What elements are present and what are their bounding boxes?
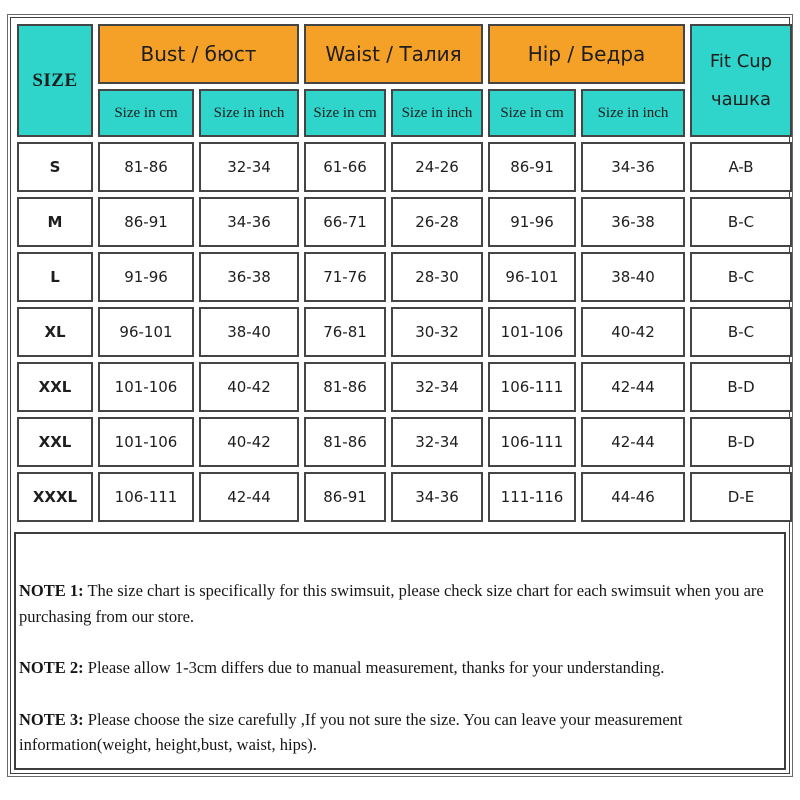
bust-cm-cell: 101-106: [98, 362, 194, 412]
note-1-label: NOTE 1:: [19, 581, 84, 600]
note-2-text: Please allow 1-3cm differs due to manual measurement, thanks for your understanding.: [83, 658, 665, 678]
waist-inch-cell: 26-28: [391, 197, 483, 247]
bust-inch-cell: 42-44: [199, 472, 299, 522]
size-cell: XL: [17, 307, 93, 357]
waist-cm-cell: 86-91: [304, 472, 386, 522]
bust-inch-cell: 36-38: [199, 252, 299, 302]
bust-inch-subheader: Size in inch: [199, 89, 299, 137]
cup-cell: D-E: [690, 472, 792, 522]
fit-cup-header: [690, 24, 792, 137]
fit-cup-header-line2: чашка: [710, 88, 772, 110]
waist-cm-subheader: Size in cm: [304, 89, 386, 137]
size-cell: S: [17, 142, 93, 192]
hip-group-header: Hip / Бедра: [488, 24, 685, 84]
hip-cm-cell: 101-106: [488, 307, 576, 357]
hip-cm-cell: 111-116: [488, 472, 576, 522]
notes-box: [14, 532, 786, 770]
page-frame: [7, 14, 793, 777]
waist-cm-cell: 61-66: [304, 142, 386, 192]
table-row-xl: [17, 307, 792, 357]
bust-inch-cell: 40-42: [199, 417, 299, 467]
hip-inch-subheader: Size in inch: [581, 89, 685, 137]
table-row-l: [17, 252, 792, 302]
waist-inch-cell: 30-32: [391, 307, 483, 357]
waist-inch-cell: 24-26: [391, 142, 483, 192]
bust-inch-cell: 32-34: [199, 142, 299, 192]
table-row-xxxl: [17, 472, 792, 522]
bust-cm-cell: 96-101: [98, 307, 194, 357]
bust-inch-cell: 34-36: [199, 197, 299, 247]
hip-inch-cell: 42-44: [581, 417, 685, 467]
bust-cm-cell: 106-111: [98, 472, 194, 522]
bust-cm-cell: 101-106: [98, 417, 194, 467]
bust-inch-cell: 40-42: [199, 362, 299, 412]
waist-inch-cell: 34-36: [391, 472, 483, 522]
size-cell: XXXL: [17, 472, 93, 522]
waist-inch-cell: 28-30: [391, 252, 483, 302]
table-row-xxl-2: [17, 417, 792, 467]
cup-cell: A-B: [690, 142, 792, 192]
table-row-xxl-1: [17, 362, 792, 412]
waist-inch-cell: 32-34: [391, 417, 483, 467]
bust-group-header: Bust / бюст: [98, 24, 299, 84]
note-3-label: NOTE 3:: [19, 709, 84, 729]
size-cell: M: [17, 197, 93, 247]
note-2: [19, 655, 780, 681]
hip-cm-cell: 86-91: [488, 142, 576, 192]
bust-cm-cell: 86-91: [98, 197, 194, 247]
hip-inch-cell: 40-42: [581, 307, 685, 357]
waist-cm-cell: 76-81: [304, 307, 386, 357]
cup-cell: B-D: [690, 417, 792, 467]
bust-cm-cell: 91-96: [98, 252, 194, 302]
size-column-header: SIZE: [17, 24, 93, 137]
size-chart-table: [12, 19, 797, 527]
cup-cell: B-C: [690, 197, 792, 247]
hip-inch-cell: 44-46: [581, 472, 685, 522]
waist-inch-subheader: Size in inch: [391, 89, 483, 137]
waist-group-header: Waist / Талия: [304, 24, 483, 84]
size-cell: XXL: [17, 362, 93, 412]
hip-inch-cell: 38-40: [581, 252, 685, 302]
cup-cell: B-C: [690, 307, 792, 357]
page-frame-inner: [10, 17, 790, 774]
waist-cm-cell: 71-76: [304, 252, 386, 302]
note-3-text: Please choose the size carefully ,If you not sure the size. You can leave your measurement information(weight, height,bust, waist, hips).: [19, 709, 683, 755]
table-row-m: [17, 197, 792, 247]
fit-cup-header-line1: Fit Cup: [709, 50, 773, 72]
hip-cm-subheader: Size in cm: [488, 89, 576, 137]
size-cell: XXL: [17, 417, 93, 467]
waist-cm-cell: 81-86: [304, 362, 386, 412]
waist-inch-cell: 32-34: [391, 362, 483, 412]
note-2-label: NOTE 2:: [19, 658, 84, 678]
cup-cell: B-C: [690, 252, 792, 302]
hip-inch-cell: 34-36: [581, 142, 685, 192]
bust-cm-cell: 81-86: [98, 142, 194, 192]
bust-inch-cell: 38-40: [199, 307, 299, 357]
hip-inch-cell: 36-38: [581, 197, 685, 247]
size-cell: L: [17, 252, 93, 302]
hip-cm-cell: 91-96: [488, 197, 576, 247]
note-1-text: The size chart is specifically for this swimsuit, please check size chart for each swimsuit when you are purchasing from our store.: [19, 581, 764, 626]
cup-cell: B-D: [690, 362, 792, 412]
waist-cm-cell: 66-71: [304, 197, 386, 247]
note-1: [19, 578, 780, 629]
note-3: [19, 707, 780, 758]
hip-cm-cell: 106-111: [488, 362, 576, 412]
table-row-s: [17, 142, 792, 192]
bust-cm-subheader: Size in cm: [98, 89, 194, 137]
hip-inch-cell: 42-44: [581, 362, 685, 412]
hip-cm-cell: 96-101: [488, 252, 576, 302]
waist-cm-cell: 81-86: [304, 417, 386, 467]
hip-cm-cell: 106-111: [488, 417, 576, 467]
